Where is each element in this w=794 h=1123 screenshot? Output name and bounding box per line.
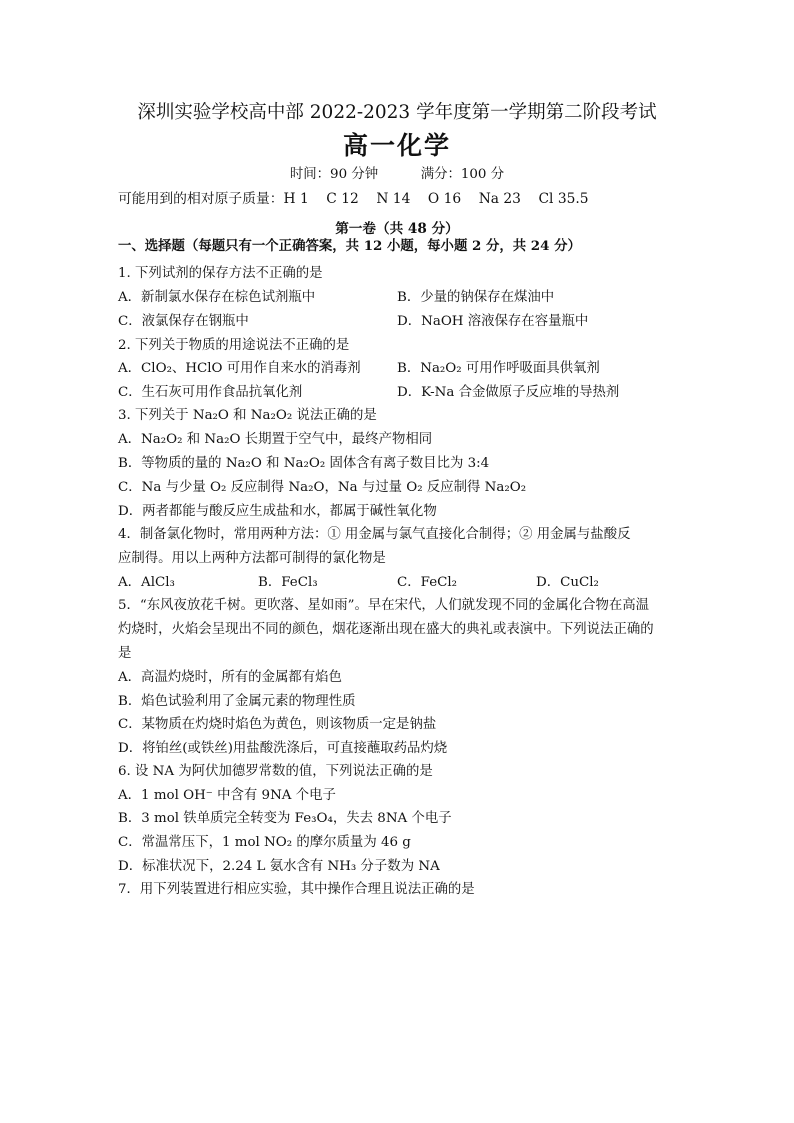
q6-option-a: A．1 mol OH⁻ 中含有 9NA 个电子 [118, 788, 336, 803]
q7-stem: 7．用下列装置进行相应实验，其中操作合理且说法正确的是 [118, 882, 475, 897]
q5-stem-line3: 是 [118, 646, 132, 661]
full-score: 满分：100 分 [420, 167, 505, 182]
section-heading: 一、选择题（每题只有一个正确答案，共 12 小题，每小题 2 分，共 24 分） [118, 238, 581, 254]
q4-stem-line2: 应制得。用以上两种方法都可制得的氯化物是 [118, 551, 386, 566]
q4-stem-line1: 4．制备氯化物时，常用两种方法：① 用金属与氯气直接化合制得；② 用金属与盐酸反 [118, 527, 631, 542]
q6-option-c: C．常温常压下，1 mol NO₂ 的摩尔质量为 46 g [118, 835, 411, 850]
q6-stem: 6. 设 NA 为阿伏加德罗常数的值，下列说法正确的是 [118, 764, 433, 779]
q5-stem-line1: 5．“东风夜放花千树。更吹落、星如雨”。早在宋代，人们就发现不同的金属化合物在高温 [118, 598, 650, 613]
q6-option-d: D．标准状况下，2.24 L 氨水含有 NH₃ 分子数为 NA [118, 859, 440, 874]
q2-stem: 2. 下列关于物质的用途说法不正确的是 [118, 338, 350, 353]
q3-option-b: B．等物质的量的 Na₂O 和 Na₂O₂ 固体含有离子数目比为 3:4 [118, 456, 490, 471]
q3-option-a: A．Na₂O₂ 和 Na₂O 长期置于空气中，最终产物相同 [118, 432, 433, 447]
q5-option-a: A．高温灼烧时，所有的金属都有焰色 [118, 670, 342, 685]
exam-meta [0, 163, 794, 182]
time-limit: 时间：90 分钟 [289, 167, 379, 182]
q4-option-c: C．FeCl₂ [397, 575, 458, 590]
q1-option-b: B．少量的钠保存在煤油中 [397, 290, 555, 305]
q3-option-c: C．Na 与少量 O₂ 反应制得 Na₂O，Na 与过量 O₂ 反应制得 Na₂O₂ [118, 480, 527, 495]
q3-stem: 3. 下列关于 Na₂O 和 Na₂O₂ 说法正确的是 [118, 408, 377, 423]
q2-option-d: D．K-Na 合金做原子反应堆的导热剂 [397, 385, 620, 400]
q1-stem: 1. 下列试剂的保存方法不正确的是 [118, 266, 323, 281]
q5-stem-line2: 灼烧时，火焰会呈现出不同的颜色，烟花逐渐出现在盛大的典礼或表演中。下列说法正确的 [118, 622, 654, 637]
q1-option-c: C．液氯保存在钢瓶中 [118, 314, 249, 329]
q4-option-b: B．FeCl₃ [258, 575, 318, 590]
q2-option-a: A．ClO₂、HClO 可用作自来水的消毒剂 [118, 361, 361, 376]
q1-option-d: D．NaOH 溶液保存在容量瓶中 [397, 314, 589, 329]
q3-option-d: D．两者都能与酸反应生成盐和水，都属于碱性氧化物 [118, 504, 437, 519]
q2-option-c: C．生石灰可用作食品抗氧化剂 [118, 385, 303, 400]
q4-option-a: A．AlCl₃ [118, 575, 175, 590]
q2-option-b: B．Na₂O₂ 可用作呼吸面具供氧剂 [397, 361, 600, 376]
q1-option-a: A．新制氯水保存在棕色试剂瓶中 [118, 290, 316, 305]
q4-option-d: D．CuCl₂ [536, 575, 599, 590]
atomic-masses: 可能用到的相对原子质量：H 1 C 12 N 14 O 16 Na 23 Cl 35.5 [118, 191, 589, 207]
q5-option-b: B．焰色试验利用了金属元素的物理性质 [118, 694, 356, 709]
q5-option-c: C．某物质在灼烧时焰色为黄色，则该物质一定是钠盐 [118, 717, 437, 732]
subject-title: 高一化学 [342, 131, 451, 160]
school-title: 深圳实验学校高中部 2022-2023 学年度第一学期第二阶段考试 [137, 102, 657, 123]
q6-option-b: B．3 mol 铁单质完全转变为 Fe₃O₄，失去 8NA 个电子 [118, 811, 452, 826]
part-title: 第一卷（共 48 分） [335, 221, 459, 237]
q5-option-d: D．将铂丝(或铁丝)用盐酸洗涤后，可直接蘸取药品灼烧 [118, 741, 448, 756]
